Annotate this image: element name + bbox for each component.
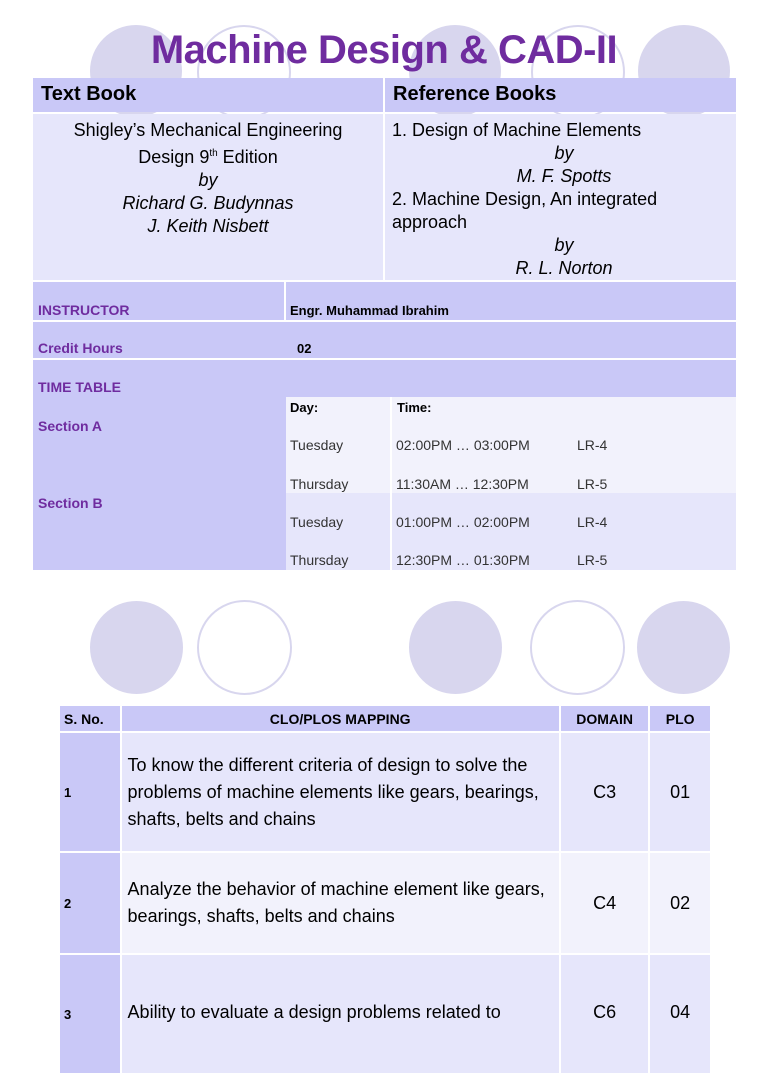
decorative-circle [197, 600, 292, 695]
plo-value: 01 [649, 732, 711, 852]
schedule-day: Thursday [290, 552, 349, 568]
page-title: Machine Design & CAD-II [150, 28, 618, 72]
section-b-label: Section B [38, 495, 103, 511]
schedule-day: Tuesday [290, 437, 344, 453]
credit-hours-value: 02 [297, 341, 312, 356]
reference-by: by [554, 235, 574, 255]
row-number: 1 [59, 732, 121, 852]
column-header-domain: DOMAIN [560, 705, 650, 732]
row-divider [33, 358, 736, 360]
table-row [59, 732, 711, 852]
row-divider [33, 320, 736, 322]
clo-description: Analyze the behavior of machine element like gears, bearings, shafts, belts and chains [121, 852, 560, 954]
schedule-room: LR-5 [577, 476, 608, 492]
day-header: Day: [290, 400, 319, 415]
schedule-room: LR-4 [577, 514, 608, 530]
text-book-by: by [198, 170, 218, 190]
time-table-label: TIME TABLE [38, 379, 121, 395]
schedule-room: LR-5 [577, 552, 608, 568]
row-number: 3 [59, 954, 121, 1074]
schedule-time: 12:30PM … 01:30PM [396, 552, 530, 568]
text-book-author: J. Keith Nisbett [147, 216, 269, 236]
reference-author: M. F. Spotts [516, 166, 612, 186]
instructor-label: INSTRUCTOR [38, 302, 130, 318]
schedule-time: 01:00PM … 02:00PM [396, 514, 530, 530]
domain-value: C3 [560, 732, 650, 852]
column-header-sno: S. No. [59, 705, 121, 732]
schedule-room: LR-4 [577, 437, 608, 453]
text-book-author: Richard G. Budynnas [122, 193, 294, 213]
column-divider [390, 397, 392, 570]
decorative-circle [409, 601, 502, 694]
text-book-title-line: Shigley’s Mechanical Engineering [73, 120, 343, 140]
schedule-day: Thursday [290, 476, 349, 492]
table-row [59, 954, 711, 1074]
schedule-time: 02:00PM … 03:00PM [396, 437, 530, 453]
reference-books-cell [385, 114, 736, 280]
reference-book-1: 1. Design of Machine Elements [392, 120, 642, 140]
decorative-circle [637, 601, 730, 694]
schedule-time: 11:30AM … 12:30PM [396, 476, 529, 492]
schedule-day: Tuesday [290, 514, 344, 530]
reference-by: by [554, 143, 574, 163]
reference-books-header: Reference Books [385, 78, 736, 112]
domain-value: C4 [560, 852, 650, 954]
time-table-time-header-cell [392, 397, 736, 416]
decorative-circle [90, 601, 183, 694]
reference-book-2: 2. Machine Design, An integrated [392, 189, 658, 209]
table-header-row [59, 705, 711, 732]
text-book-header: Text Book [33, 78, 383, 112]
reference-author: R. L. Norton [515, 258, 613, 278]
time-header: Time: [397, 400, 432, 415]
text-book-edition-line: Design 9th Edition [138, 147, 278, 167]
clo-description: To know the different criteria of design to solve the problems of machine elements like gears, bearings, shafts, belts and chains [121, 732, 560, 852]
clo-description: Ability to evaluate a design problems related to [121, 954, 560, 1074]
instructor-value: Engr. Muhammad Ibrahim [290, 303, 449, 318]
section-a-label: Section A [38, 418, 103, 434]
credit-hours-label: Credit Hours [38, 340, 123, 356]
column-header-plo: PLO [649, 705, 711, 732]
decorative-circle [530, 600, 625, 695]
table-row [59, 852, 711, 954]
row-number: 2 [59, 852, 121, 954]
column-header-mapping: CLO/PLOS MAPPING [121, 705, 560, 732]
domain-value: C6 [560, 954, 650, 1074]
reference-book-2-cont: approach [392, 212, 468, 232]
column-divider [284, 282, 286, 322]
plo-value: 02 [649, 852, 711, 954]
clo-plo-mapping-table [58, 704, 712, 1075]
plo-value: 04 [649, 954, 711, 1074]
text-book-cell [33, 114, 383, 280]
